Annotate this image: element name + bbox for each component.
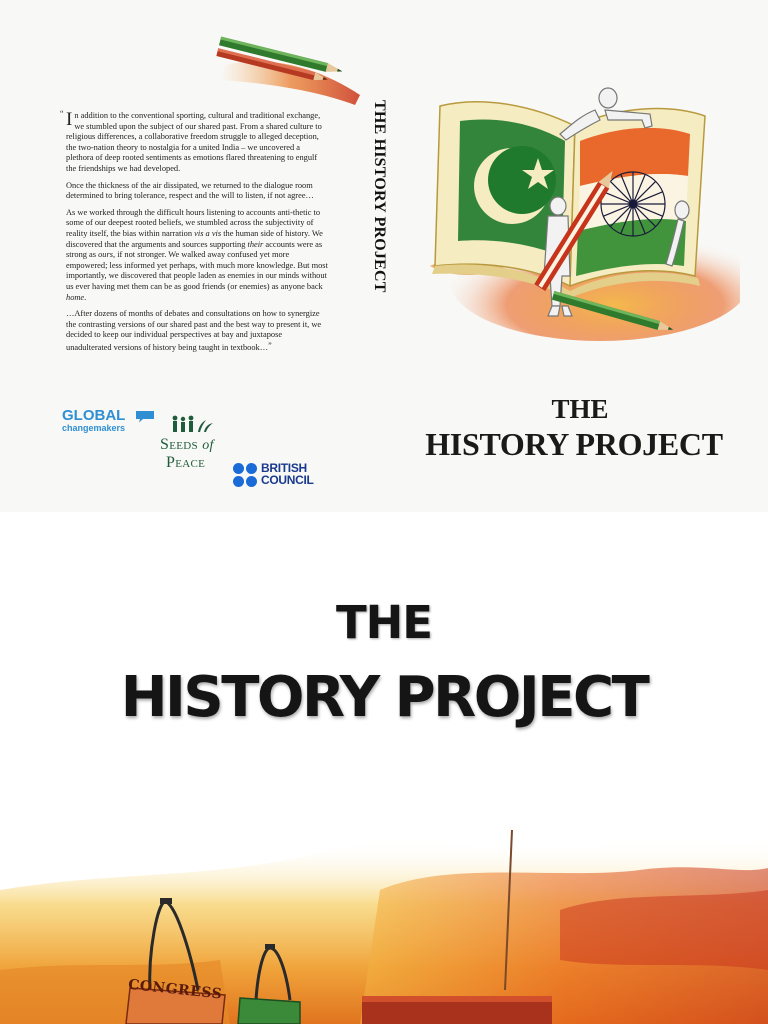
- blurb-p3-part-e: .: [84, 292, 87, 302]
- blurb-paragraph-4-text: …After dozens of months of debates and consultations on how to synergize the contrasting versions of our shared past and the best way to present it, we decided to keep our individual perspectives at bay and juxtapose unadulterated versions of history being taught in textbook…: [66, 309, 322, 352]
- spine-title: THE HISTORY PROJECT: [371, 100, 388, 293]
- blurb-p3-italic-3: ours: [98, 250, 114, 260]
- blurb-paragraph-2: Once the thickness of the air dissipated, we returned to the dialogue room determined to bring tolerance, respect and the will to listen, if not agree…: [66, 180, 314, 201]
- blurb-p3-part-d: , if not stronger. We walked away confused yet more empowered; less informed yet perhaps, with much more knowledge. But most importantly, we discovered that people laden as enemies in our minds without us ever having met them can be as good friends (or enemies) as anyone back: [66, 250, 328, 291]
- blurb-paragraph-1-text: n addition to the conventional sporting, cultural and traditional exchange, we stumbled upon the subject of our shared past. From a shared culture to religious differences, a collaborative freedom struggle to alleged deception, the two-nation theory to nostalgia for a united India – we uncovered a plethora of deep rooted sentiments as emotions flared threatening to engulf the friendships we had developed.: [66, 111, 322, 173]
- book-spine: [366, 100, 392, 340]
- people-silhouettes-icon: [170, 414, 216, 434]
- close-quote: ”: [268, 340, 272, 350]
- blurb-p3-part-c: accounts were as strong as: [66, 239, 323, 260]
- blurb-p3-italic-4: home: [66, 292, 85, 302]
- seeds-logo-line-1: [160, 436, 214, 454]
- blurb-p3-italic-2: their: [247, 239, 264, 249]
- front-cover: [392, 0, 768, 512]
- blurb-p3-part-a: As we worked through the difficult hours listening to accounts anti-thetic to some of our deepest rooted beliefs, we stumbled across the subjectivity of reality itself, the bias within narration: [66, 207, 321, 238]
- front-cover-title-line-2: HISTORY PROJECT: [425, 426, 723, 462]
- painted-landscape-illustration: [0, 820, 768, 1024]
- seeds-logo-line-2: Peace: [166, 454, 206, 471]
- global-logo-word: GLOBAL: [62, 407, 126, 424]
- large-title-line-2: HISTORY PROJECT: [120, 665, 648, 730]
- blurb-p3-part-b: the human side of history. We discovered that the arguments and sources supporting: [66, 228, 323, 249]
- back-cover: [0, 0, 370, 512]
- seeds-of-word: of: [202, 438, 214, 453]
- pencils-illustration: [205, 35, 365, 110]
- blurb-paragraph-1: [66, 111, 328, 175]
- seeds-of-peace-logo: [158, 414, 228, 474]
- congress-bag-label: CONGRESS: [127, 976, 223, 1003]
- blurb-paragraph-4: [66, 309, 328, 353]
- british-word: BRITISH: [261, 461, 307, 475]
- speech-bubble-icon: [135, 410, 155, 423]
- british-council-logo: [232, 462, 332, 492]
- seeds-word: Seeds: [160, 436, 198, 453]
- open-book-flags-illustration: [420, 86, 740, 356]
- blurb-paragraph-3: [66, 208, 328, 303]
- global-changemakers-logo: [62, 408, 162, 436]
- blurb-p3-italic-1: vis a vis: [194, 228, 222, 238]
- drop-cap: I: [66, 109, 73, 130]
- open-quote: “: [60, 109, 64, 118]
- british-council-dots-icon: [232, 462, 258, 488]
- front-cover-title-line-1: THE: [551, 394, 609, 424]
- back-cover-blurb: [60, 109, 328, 359]
- large-title-line-1: THE: [335, 596, 433, 649]
- global-logo-subtitle: changemakers: [62, 423, 126, 433]
- british-council-text: [261, 462, 314, 486]
- council-word: COUNCIL: [261, 473, 314, 487]
